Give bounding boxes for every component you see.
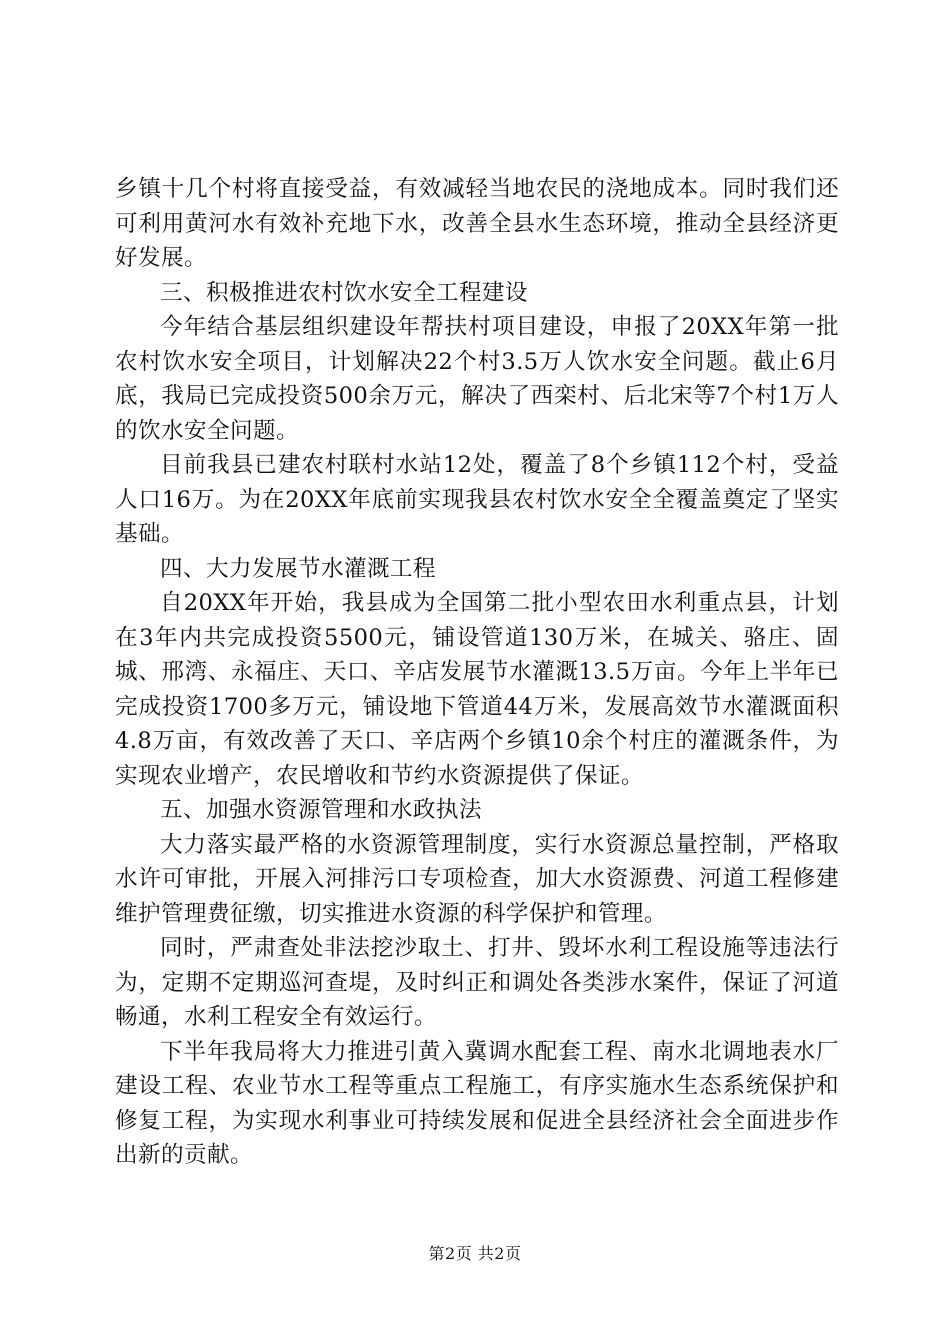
page-number-footer: 第2页 共2页 (428, 1244, 522, 1263)
paragraph-drinking-water-project: 今年结合基层组织建设年帮扶村项目建设，申报了20XX年第一批农村饮水安全项目，计划解决22个村3.5万人饮水安全问题。截止6月底，我局已完成投资500余万元，解决了西栾村、后北宋等7个村1万人的饮水安全问题。 (115, 314, 839, 444)
paragraph-second-half-plan: 下半年我局将大力推进引黄入冀调水配套工程、南水北调地表水厂建设工程、农业节水工程等重点工程施工，有序实施水生态系统保护和修复工程，为实现水利事业可持续发展和促进全县经济社会全面进步作出新的贡献。 (115, 1038, 839, 1168)
paragraph-irrigation: 自20XX年开始，我县成为全国第二批小型农田水利重点县，计划在3年内共完成投资5500元，铺设管道130万米，在城关、骆庄、固城、邢湾、永福庄、天口、辛店发展节水灌溉13.5万亩。今年上半年已完成投资1700多万元，铺设地下管道44万米，发展高效节水灌溉面积4.8万亩，有效改善了天口、辛店两个乡镇10余个村庄的灌溉条件，为实现农业增产，农民增收和节约水资源提供了保证。 (115, 590, 839, 789)
section-heading-3: 三、积极推进农村饮水安全工程建设 (160, 279, 528, 306)
document-body (115, 172, 839, 1173)
paragraph-continuation: 乡镇十几个村将直接受益，有效减轻当地农民的浇地成本。同时我们还可利用黄河水有效补充地下水，改善全县水生态环境，推动全县经济更好发展。 (115, 176, 839, 271)
paragraph-water-management: 大力落实最严格的水资源管理制度，实行水资源总量控制，严格取水许可审批，开展入河排污口专项检查，加大水资源费、河道工程修建维护管理费征缴，切实推进水资源的科学保护和管理。 (115, 831, 839, 927)
paragraph-law-enforcement: 同时，严肃查处非法挖沙取土、打井、毁坏水利工程设施等违法行为，定期不定期巡河查堤，及时纠正和调处各类涉水案件，保证了河道畅通，水利工程安全有效运行。 (115, 935, 839, 1030)
paragraph-water-stations: 目前我县已建农村联村水站12处，覆盖了8个乡镇112个村，受益人口16万。为在20XX年底前实现我县农村饮水安全全覆盖奠定了坚实基础。 (115, 452, 839, 547)
section-heading-5: 五、加强水资源管理和水政执法 (160, 797, 482, 823)
section-heading-4: 四、大力发展节水灌溉工程 (160, 555, 436, 582)
